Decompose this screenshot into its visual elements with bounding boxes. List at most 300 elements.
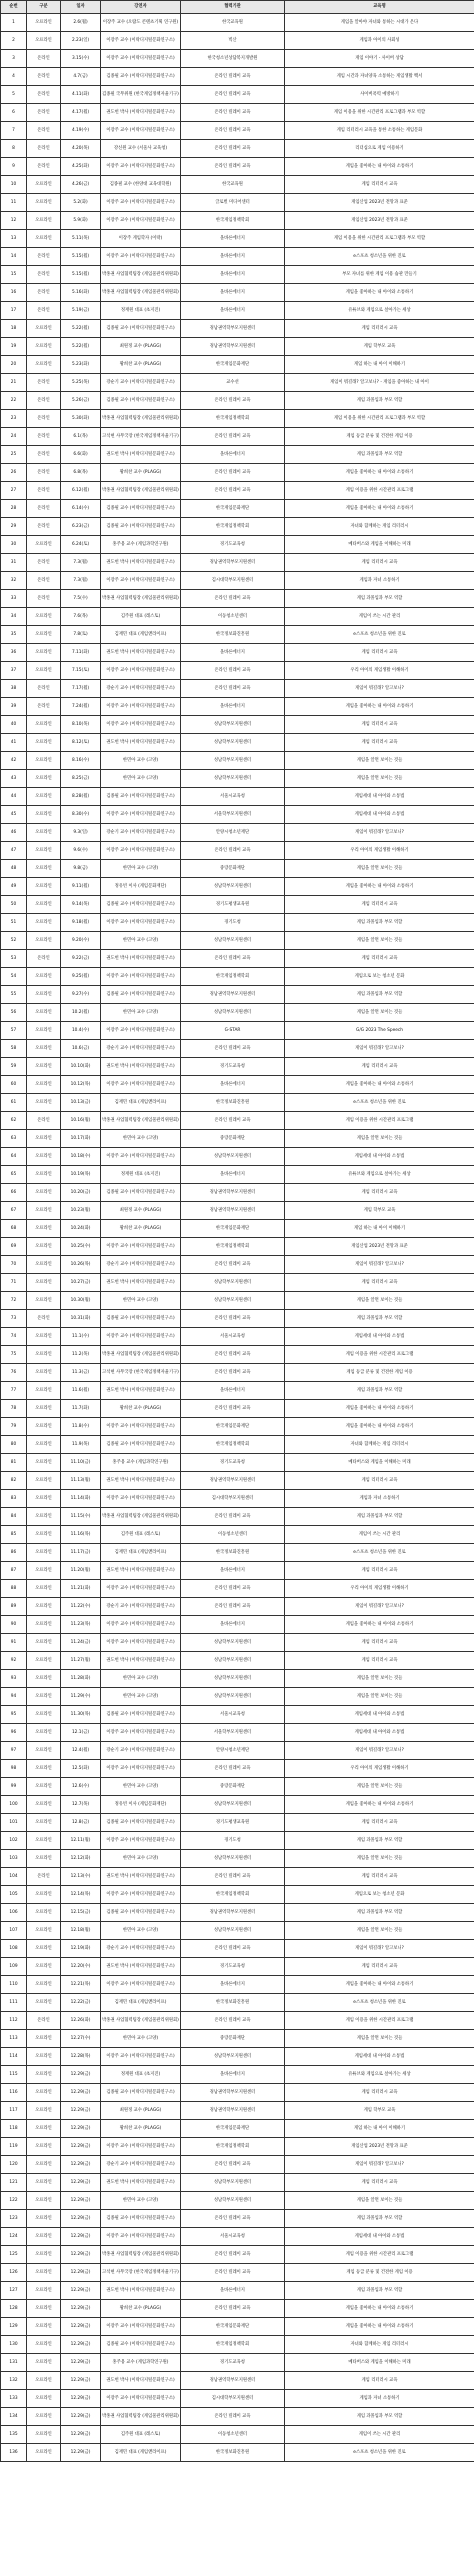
table-row (1, 1094, 474, 1112)
cell-lecturer: 한민아 교수 (고양) (101, 1004, 181, 1022)
cell-no: 86 (1, 1544, 27, 1562)
cell-date: 2.6(월) (61, 14, 101, 32)
cell-type: 오프라인 (27, 788, 61, 806)
cell-partner: 한국교육원 (181, 176, 285, 194)
cell-course: 게임 리터러시 교육 (285, 1562, 474, 1580)
cell-lecturer: 한민아 교수 (고양) (101, 860, 181, 878)
table-row (1, 2246, 474, 2264)
cell-lecturer: 이장주 교수 (이락디지털문화연구소) (101, 1886, 181, 1904)
table-row (1, 2066, 474, 2084)
table-row (1, 158, 474, 176)
table-row (1, 338, 474, 356)
cell-course: 게임 리터러시 교육 (285, 1814, 474, 1832)
cell-date: 5.15(월) (61, 266, 101, 284)
cell-type: 오프라인 (27, 1508, 61, 1526)
cell-partner: 서울시교육청 (181, 1328, 285, 1346)
cell-course: 게임 리터러시 교육 (285, 644, 474, 662)
cell-date: 12.29(금) (61, 2354, 101, 2372)
cell-course: 게임 과몰입과 부모 역할 (285, 446, 474, 464)
cell-date: 12.28(목) (61, 2048, 101, 2066)
cell-no: 48 (1, 860, 27, 878)
header-date: 일자 (61, 1, 101, 14)
cell-partner: 올바른에너지 (181, 1382, 285, 1400)
cell-partner: 온라인 릴레이 교육 (181, 662, 285, 680)
cell-partner: 온라인 릴레이 교육 (181, 1598, 285, 1616)
cell-partner: 온라인 릴레이 교육 (181, 1868, 285, 1886)
table-row (1, 2156, 474, 2174)
cell-lecturer: 홍주용 교수 (게임과학연구원) (101, 1454, 181, 1472)
cell-no: 107 (1, 1922, 27, 1940)
cell-lecturer: 고석현 사무국장 (한국게임정책자율기구) (101, 1364, 181, 1382)
cell-course: 게임이 뭐길래? 알고보니? (285, 2156, 474, 2174)
cell-lecturer: 권도헌 박사 (이락디지털문화연구소) (101, 1958, 181, 1976)
cell-type: 오프라인 (27, 1598, 61, 1616)
cell-no: 62 (1, 1112, 27, 1130)
cell-course: 게임을 좋아하는 내 아이와 소통하기 (285, 878, 474, 896)
cell-lecturer: 이장주 교수 (이락디지털문화연구소) (101, 1328, 181, 1346)
cell-no: 55 (1, 986, 27, 1004)
cell-course: 게임 학부모 교육 (285, 338, 474, 356)
cell-lecturer: 김종필 교수 (한양대 교육대학원) (101, 176, 181, 194)
table-row (1, 2336, 474, 2354)
cell-no: 134 (1, 2408, 27, 2426)
cell-course: 게임세대 내 아이와 소통법 (285, 806, 474, 824)
cell-lecturer: 김종필 교수 (이락디지털문화연구소) (101, 1706, 181, 1724)
cell-partner: 성남학부모지원센터 (181, 2048, 285, 2066)
cell-no: 110 (1, 1976, 27, 1994)
cell-course: 게임 과몰입과 부모 역할 (285, 1832, 474, 1850)
cell-course: 게임이 뭐길래? 알고보니? (285, 1940, 474, 1958)
table-row (1, 1418, 474, 1436)
cell-no: 22 (1, 392, 27, 410)
cell-date: 4.17(월) (61, 104, 101, 122)
cell-course: 게임을 좋아하는 내 아이와 소통하기 (285, 1976, 474, 1994)
cell-no: 28 (1, 500, 27, 518)
cell-lecturer: 이장주 교수 (이락디지털문화연구소) (101, 1634, 181, 1652)
cell-date: 11.22(수) (61, 1598, 101, 1616)
cell-type: 오프라인 (27, 1994, 61, 2012)
table-row (1, 392, 474, 410)
cell-date: 12.29(금) (61, 2174, 101, 2192)
cell-date: 10.24(화) (61, 1220, 101, 1238)
cell-type: 오프라인 (27, 2174, 61, 2192)
table-row (1, 2372, 474, 2390)
cell-type: 오프라인 (27, 194, 61, 212)
cell-partner: 이동청소년센터 (181, 1526, 285, 1544)
cell-partner: 경기도교육청 (181, 1454, 285, 1472)
table-row (1, 230, 474, 248)
cell-date: 12.29(금) (61, 2300, 101, 2318)
cell-lecturer: 이장주 교수 (이락디지털문화연구소) (101, 1238, 181, 1256)
cell-lecturer: 김종필 교수 (이락디지털문화연구소) (101, 518, 181, 536)
cell-type: 오프라인 (27, 1364, 61, 1382)
cell-partner: 이동청소년센터 (181, 608, 285, 626)
cell-date: 11.16(목) (61, 1526, 101, 1544)
cell-course: 게임 과몰입과 부모 역할 (285, 914, 474, 932)
cell-lecturer: 권도헌 박사 (이락디지털문화연구소) (101, 2372, 181, 2390)
cell-course: 게임과 자녀 소통하기 (285, 1490, 474, 1508)
cell-lecturer: 고석현 사무국장 (한국게임정책자율기구) (101, 428, 181, 446)
cell-date: 12.4(월) (61, 1742, 101, 1760)
cell-type: 오프라인 (27, 1562, 61, 1580)
cell-lecturer: 김주원 대표 (레스토) (101, 608, 181, 626)
cell-type: 오프라인 (27, 968, 61, 986)
cell-type: 온라인 (27, 68, 61, 86)
table-row (1, 1022, 474, 1040)
cell-date: 11.9(목) (61, 1436, 101, 1454)
table-row (1, 356, 474, 374)
cell-lecturer: 김재민 대표 (게임앤라이프) (101, 1544, 181, 1562)
cell-partner: 올바른에너지 (181, 1616, 285, 1634)
cell-partner: 서울학부모지원센터 (181, 806, 285, 824)
cell-partner: 성남학부모지원센터 (181, 2174, 285, 2192)
table-row (1, 554, 474, 572)
cell-lecturer: 한민아 교수 (고양) (101, 1778, 181, 1796)
table-row (1, 968, 474, 986)
cell-lecturer: 이장주 교수 (이락디지털문화연구소) (101, 1832, 181, 1850)
cell-no: 63 (1, 1130, 27, 1148)
cell-type: 오프라인 (27, 986, 61, 1004)
cell-partner: 성남학부모지원센터 (181, 1292, 285, 1310)
cell-partner: 올바른에너지 (181, 248, 285, 266)
cell-lecturer: 권도헌 박사 (이락디지털문화연구소) (101, 446, 181, 464)
cell-date: 11.30(목) (61, 1706, 101, 1724)
cell-partner: 한국게임문화재단 (181, 356, 285, 374)
cell-partner: 성남학부모지원센터 (181, 1796, 285, 1814)
cell-no: 27 (1, 482, 27, 500)
cell-date: 11.8(수) (61, 1418, 101, 1436)
cell-partner: 한국게임문화재단 (181, 1418, 285, 1436)
cell-course: 게임세대 내 아이와 소통법 (285, 1724, 474, 1742)
cell-partner: 중랑문화재단 (181, 860, 285, 878)
cell-course: 게임 리터러시 교육 (285, 176, 474, 194)
cell-partner: 경남권역학부모지원센터 (181, 1184, 285, 1202)
cell-course: 게임세대 내 아이와 소통법 (285, 1328, 474, 1346)
cell-course: 게임 과몰입과 부모 역할 (285, 2210, 474, 2228)
table-row (1, 1454, 474, 1472)
cell-partner: 성남학부모지원센터 (181, 734, 285, 752)
cell-lecturer: 강순기 교수 (이락디지털문화연구소) (101, 1256, 181, 1274)
cell-type: 온라인 (27, 950, 61, 968)
cell-partner: 올바른에너지 (181, 302, 285, 320)
table-row (1, 1508, 474, 1526)
cell-date: 12.21(목) (61, 1976, 101, 1994)
cell-date: 7.15(토) (61, 662, 101, 680)
table-row (1, 1778, 474, 1796)
cell-lecturer: 강순기 교수 (이락디지털문화연구소) (101, 374, 181, 392)
cell-partner: 온라인 릴레이 교육 (181, 140, 285, 158)
cell-type: 온라인 (27, 518, 61, 536)
cell-no: 9 (1, 158, 27, 176)
cell-type: 온라인 (27, 1112, 61, 1130)
cell-partner: 올바른에너지 (181, 1976, 285, 1994)
cell-partner: 경남권역학부모지원센터 (181, 2084, 285, 2102)
cell-no: 98 (1, 1760, 27, 1778)
cell-course: 게임 과몰입과 부모 역할 (285, 2408, 474, 2426)
cell-course: 게임을 좋아하는 내 아이와 소통하기 (285, 1796, 474, 1814)
cell-course: 게임 과몰입과 부모 역할 (285, 1382, 474, 1400)
cell-course: 게임을 좋아하는 내 아이와 소통하기 (285, 2318, 474, 2336)
table-row (1, 374, 474, 392)
table-row (1, 212, 474, 230)
cell-no: 37 (1, 662, 27, 680)
cell-date: 12.15(금) (61, 1904, 101, 1922)
cell-type: 오프라인 (27, 1346, 61, 1364)
cell-course: 게임세대 내 아이와 소통법 (285, 788, 474, 806)
cell-lecturer: 김종필 교수 (이락디지털문화연구소) (101, 320, 181, 338)
cell-date: 4.20(목) (61, 140, 101, 158)
cell-date: 5.23(화) (61, 356, 101, 374)
cell-no: 106 (1, 1904, 27, 1922)
cell-no: 95 (1, 1706, 27, 1724)
cell-no: 104 (1, 1868, 27, 1886)
cell-lecturer: 이장주 교수 (이락디지털문화연구소) (101, 914, 181, 932)
cell-no: 13 (1, 230, 27, 248)
cell-course: 게임 하는 내 아이 이해하기 (285, 2120, 474, 2138)
cell-date: 9.22(금) (61, 950, 101, 968)
cell-date: 12.29(금) (61, 2066, 101, 2084)
cell-course: 게임 리터러시 교육 (285, 1472, 474, 1490)
cell-no: 79 (1, 1418, 27, 1436)
cell-lecturer: 황희찬 교수 (PLAGG) (101, 2120, 181, 2138)
cell-date: 6.8(목) (61, 464, 101, 482)
cell-lecturer: 한민아 교수 (고양) (101, 1130, 181, 1148)
cell-no: 77 (1, 1382, 27, 1400)
table-row (1, 1832, 474, 1850)
table-row (1, 680, 474, 698)
table-row (1, 1670, 474, 1688)
cell-type: 오프라인 (27, 1382, 61, 1400)
cell-type: 온라인 (27, 86, 61, 104)
cell-lecturer: 이장주 교수 (이락디지털문화연구소) (101, 1148, 181, 1166)
cell-partner: 중랑문화재단 (181, 1130, 285, 1148)
cell-course: 게임을 알면 보이는 것들 (285, 1292, 474, 1310)
table-row (1, 1346, 474, 1364)
cell-partner: 올바른에너지 (181, 2066, 285, 2084)
cell-partner: 성남학부모지원센터 (181, 752, 285, 770)
cell-partner: 경남권역학부모지원센터 (181, 338, 285, 356)
cell-no: 101 (1, 1814, 27, 1832)
cell-partner: 한국게임정책학회 (181, 1238, 285, 1256)
cell-date: 12.29(금) (61, 2282, 101, 2300)
cell-date: 12.29(금) (61, 2444, 101, 2462)
cell-course: 게임 리터러시 교육을 통한 소통하는 게임문화 (285, 122, 474, 140)
cell-partner: 온라인 릴레이 교육 (181, 428, 285, 446)
cell-type: 오프라인 (27, 320, 61, 338)
cell-no: 99 (1, 1778, 27, 1796)
cell-type: 오프라인 (27, 2192, 61, 2210)
cell-no: 81 (1, 1454, 27, 1472)
cell-course: 게임산업 2023년 전망과 표준 (285, 2138, 474, 2156)
cell-partner: 경기도교육청 (181, 1958, 285, 1976)
cell-course: 게임 과몰입과 부모 역할 (285, 2282, 474, 2300)
cell-no: 83 (1, 1490, 27, 1508)
cell-partner: 올바른에너지 (181, 446, 285, 464)
cell-lecturer: 박홍권 사업협력팀장 (게임물관리위원회) (101, 2408, 181, 2426)
cell-course: 게임을 좋아하는 내 아이와 소통하기 (285, 500, 474, 518)
table-row (1, 1220, 474, 1238)
cell-no: 69 (1, 1238, 27, 1256)
cell-course: 게임을 알면 보이는 것들 (285, 1850, 474, 1868)
cell-partner: 경남권역학부모지원센터 (181, 1202, 285, 1220)
cell-type: 온라인 (27, 2012, 61, 2030)
cell-course: 게임세대 내 아이와 소통법 (285, 2048, 474, 2066)
cell-partner: 온라인 릴레이 교육 (181, 950, 285, 968)
cell-course: 자녀와 함께하는 게임 리터러시 (285, 518, 474, 536)
cell-date: 8.25(금) (61, 770, 101, 788)
cell-partner: 온라인 릴레이 교육 (181, 2156, 285, 2174)
cell-no: 64 (1, 1148, 27, 1166)
cell-date: 11.6(월) (61, 1382, 101, 1400)
cell-lecturer: 강순기 교수 (이락디지털문화연구소) (101, 1598, 181, 1616)
cell-partner: 온라인 릴레이 교육 (181, 1940, 285, 1958)
table-row (1, 824, 474, 842)
cell-type: 오프라인 (27, 1490, 61, 1508)
cell-lecturer: 이장주 교수 (이락디지털문화연구소) (101, 716, 181, 734)
cell-date: 12.18(월) (61, 1922, 101, 1940)
cell-type: 오프라인 (27, 1616, 61, 1634)
table-row (1, 806, 474, 824)
cell-date: 12.1(금) (61, 1724, 101, 1742)
cell-partner: 서울시교육청 (181, 1706, 285, 1724)
table-row (1, 1382, 474, 1400)
cell-type: 오프라인 (27, 1886, 61, 1904)
cell-date: 12.29(금) (61, 2228, 101, 2246)
table-row (1, 698, 474, 716)
cell-course: 게임이 쓰는 시간 관리 (285, 2426, 474, 2444)
cell-no: 72 (1, 1292, 27, 1310)
cell-date: 12.19(화) (61, 1940, 101, 1958)
cell-course: 게임 리터러시 교육 (285, 1958, 474, 1976)
cell-type: 오프라인 (27, 1040, 61, 1058)
cell-lecturer: 한민아 교수 (고양) (101, 1850, 181, 1868)
cell-type: 오프라인 (27, 914, 61, 932)
cell-lecturer: 이장주 교수 (이락디지털문화연구소) (101, 1760, 181, 1778)
cell-course: 게임을 좋아하는 내 아이와 소통하기 (285, 1076, 474, 1094)
cell-lecturer: 이장주 교수 (이락디지털문화연구소) (101, 1022, 181, 1040)
cell-type: 온라인 (27, 446, 61, 464)
cell-date: 8.28(월) (61, 788, 101, 806)
cell-date: 12.29(금) (61, 2120, 101, 2138)
table-row (1, 2282, 474, 2300)
cell-date: 10.13(금) (61, 1094, 101, 1112)
cell-no: 14 (1, 248, 27, 266)
cell-course: 게임을 알면 보이는 것들 (285, 1670, 474, 1688)
cell-course: 게임 과몰입과 부모 역할 (285, 392, 474, 410)
table-row (1, 1904, 474, 1922)
cell-no: 90 (1, 1616, 27, 1634)
cell-course: 게임세대 내 아이와 소통법 (285, 1148, 474, 1166)
cell-type: 오프라인 (27, 230, 61, 248)
table-row (1, 1436, 474, 1454)
cell-course: 게임 이용을 위한 시간관리 프로그램 (285, 2246, 474, 2264)
cell-type: 온라인 (27, 140, 61, 158)
cell-course: 유튜브와 게임으로 살아가는 세상 (285, 302, 474, 320)
table-row (1, 410, 474, 428)
cell-date: 4.19(수) (61, 122, 101, 140)
cell-type: 오프라인 (27, 896, 61, 914)
cell-course: 게임 과몰입과 부모 역할 (285, 590, 474, 608)
cell-type: 온라인 (27, 410, 61, 428)
cell-date: 5.9(화) (61, 212, 101, 230)
cell-course: 유튜브와 게임으로 살아가는 세상 (285, 1166, 474, 1184)
cell-lecturer: 이장주 교수 (이락디지털문화연구소) (101, 158, 181, 176)
cell-partner: 한국정보화진흥원 (181, 1544, 285, 1562)
cell-lecturer: 이장주 교수 (이락디지털문화연구소) (101, 212, 181, 230)
cell-type: 오프라인 (27, 1472, 61, 1490)
cell-date: 12.29(금) (61, 2192, 101, 2210)
cell-partner: 올바른에너지 (181, 1076, 285, 1094)
table-row (1, 500, 474, 518)
cell-type: 오프라인 (27, 1670, 61, 1688)
cell-course: 게임을 알면 보이는 것들 (285, 1922, 474, 1940)
cell-no: 119 (1, 2138, 27, 2156)
cell-type: 오프라인 (27, 2120, 61, 2138)
cell-lecturer: 김종필 교수 (이락디지털문화연구소) (101, 1814, 181, 1832)
cell-course: 게임 리터러시 교육 (285, 1868, 474, 1886)
cell-no: 84 (1, 1508, 27, 1526)
cell-course: 게임이 뭐길래? 알고보니? - 게임을 좋아하는 내 아이 (285, 374, 474, 392)
cell-partner: 경기도평생교육원 (181, 896, 285, 914)
cell-course: 게임 하는 내 아이 이해하기 (285, 356, 474, 374)
cell-partner: 한국청소년상담복지개발원 (181, 50, 285, 68)
table-row (1, 1976, 474, 1994)
cell-partner: 한국게임문화재단 (181, 2318, 285, 2336)
cell-type: 오프라인 (27, 2066, 61, 2084)
cell-no: 117 (1, 2102, 27, 2120)
cell-lecturer: 최원정 교수 (PLAGG) (101, 2102, 181, 2120)
cell-course: 게임이 뭐길래? 알고보니? (285, 1742, 474, 1760)
table-row (1, 608, 474, 626)
cell-no: 91 (1, 1634, 27, 1652)
table-row (1, 266, 474, 284)
cell-lecturer: 강순기 교수 (이락디지털문화연구소) (101, 824, 181, 842)
cell-partner: 온라인 릴레이 교육 (181, 68, 285, 86)
cell-date: 11.10(금) (61, 1454, 101, 1472)
table-row (1, 2390, 474, 2408)
cell-lecturer: 권도헌 박사 (이락디지털문화연구소) (101, 644, 181, 662)
cell-no: 47 (1, 842, 27, 860)
cell-course: 우리 아이의 게임생활 이해하기 (285, 1760, 474, 1778)
cell-lecturer: 이장주 교수 (이락디지털문화연구소) (101, 1976, 181, 1994)
table-row (1, 842, 474, 860)
table-row (1, 2318, 474, 2336)
cell-partner: 한국정보화진흥원 (181, 626, 285, 644)
table-header (1, 1, 474, 14)
cell-type: 오프라인 (27, 1904, 61, 1922)
cell-date: 12.29(금) (61, 2156, 101, 2174)
cell-lecturer: 정재원 대표 (초지진) (101, 1166, 181, 1184)
table-row (1, 1562, 474, 1580)
cell-type: 오프라인 (27, 2138, 61, 2156)
cell-type: 오프라인 (27, 1094, 61, 1112)
cell-no: 65 (1, 1166, 27, 1184)
cell-lecturer: 이장주 교수 (이락디지털문화연구소) (101, 50, 181, 68)
cell-partner: 한국게임문화재단 (181, 1220, 285, 1238)
table-row (1, 1166, 474, 1184)
cell-course: 게임으로 보는 청소년 문화 (285, 968, 474, 986)
table-row (1, 2408, 474, 2426)
table-row (1, 878, 474, 896)
cell-course: 게임 이용을 위한 시간관리 프로그램과 부모 역할 (285, 104, 474, 122)
cell-lecturer: 이장주 교수 (이락디지털문화연구소) (101, 1490, 181, 1508)
cell-lecturer: 김종필 교수 (이락디지털문화연구소) (101, 1436, 181, 1454)
cell-type: 오프라인 (27, 2354, 61, 2372)
cell-partner: 성남학부모지원센터 (181, 716, 285, 734)
cell-no: 78 (1, 1400, 27, 1418)
cell-no: 56 (1, 1004, 27, 1022)
cell-partner: 한국게임정책학회 (181, 1436, 285, 1454)
